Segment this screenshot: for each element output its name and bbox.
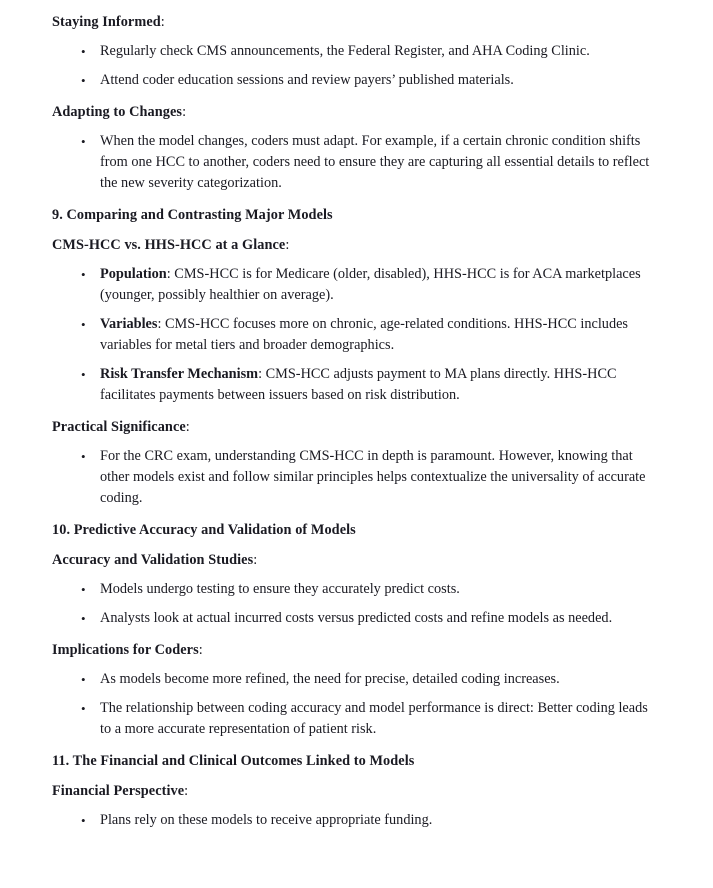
bullet-lead-term: Risk Transfer Mechanism <box>100 366 259 382</box>
sub-heading-colon: : <box>182 104 187 120</box>
bullet-text: The relationship between coding accuracy and model performance is direct: Better coding leads to a more accurate representation of patient risk. <box>100 700 648 737</box>
bullet-text: As models become more refined, the need for precise, detailed coding increases. <box>100 671 560 687</box>
bullet-text: Analysts look at actual incurred costs versus predicted costs and refine models as needed. <box>100 610 613 626</box>
bullet-item <box>52 446 655 509</box>
bullet-item <box>52 41 655 62</box>
bullet-item <box>52 698 655 740</box>
vertical-spacer <box>52 225 655 235</box>
sub-heading <box>52 640 655 660</box>
sub-heading-label: CMS-HCC vs. HHS-HCC at a Glance <box>52 237 286 253</box>
vertical-spacer <box>52 801 655 810</box>
sub-heading <box>52 417 655 437</box>
section-heading: 9. Comparing and Contrasting Major Models <box>52 207 333 223</box>
section-heading: 10. Predictive Accuracy and Validation of Models <box>52 522 356 538</box>
bullet-lead-term: Population <box>100 266 167 282</box>
sub-heading-label: Staying Informed <box>52 14 161 30</box>
bullet-spacer <box>52 356 655 364</box>
bullet-point-icon: • <box>81 582 86 597</box>
bullet-text: Regularly check CMS announcements, the Federal Register, and AHA Coding Clinic. <box>100 43 590 59</box>
document-body <box>52 12 655 831</box>
vertical-spacer <box>52 32 655 41</box>
section-heading: 11. The Financial and Clinical Outcomes Linked to Models <box>52 753 415 769</box>
vertical-spacer <box>52 740 655 751</box>
sub-heading <box>52 550 655 570</box>
sub-heading <box>52 235 655 255</box>
bullet-list <box>52 131 655 194</box>
sub-heading-label: Implications for Coders <box>52 642 199 658</box>
bullet-text: Plans rely on these models to receive appropriate funding. <box>100 812 433 828</box>
bullet-list <box>52 669 655 740</box>
vertical-spacer <box>52 660 655 669</box>
sub-heading-label: Accuracy and Validation Studies <box>52 552 254 568</box>
bullet-text: For the CRC exam, understanding CMS-HCC in depth is paramount. However, knowing that other models exist and follow similar principles helps contextualize the universality of accurate coding. <box>100 448 646 506</box>
vertical-spacer <box>52 91 655 102</box>
bullet-lead-term: Variables <box>100 316 158 332</box>
bullet-item <box>52 579 655 600</box>
bullet-text: When the model changes, coders must adapt. For example, if a certain chronic condition shifts from one HCC to another, coders need to ensure they are capturing all essential details to reflect the new severity categorization. <box>100 133 650 191</box>
bullet-point-icon: • <box>81 367 86 382</box>
bullet-text: Attend coder education sessions and review payers’ published materials. <box>100 72 514 88</box>
bullet-point-icon: • <box>81 611 86 626</box>
bullet-item <box>52 264 655 306</box>
bullet-text: Models undergo testing to ensure they accurately predict costs. <box>100 581 460 597</box>
bullet-list <box>52 264 655 406</box>
bullet-point-icon: • <box>81 317 86 332</box>
bullet-spacer <box>52 62 655 70</box>
sub-heading-label: Adapting to Changes <box>52 104 183 120</box>
bullet-text: : CMS-HCC focuses more on chronic, age-related conditions. HHS-HCC includes variables for metal tiers and broader demographics. <box>100 316 628 353</box>
vertical-spacer <box>52 629 655 640</box>
sub-heading-colon: : <box>285 237 290 253</box>
sub-heading-colon: : <box>253 552 258 568</box>
bullet-spacer <box>52 306 655 314</box>
sub-heading-colon: : <box>184 783 189 799</box>
vertical-spacer <box>52 771 655 781</box>
sub-heading <box>52 12 655 32</box>
vertical-spacer <box>52 570 655 579</box>
bullet-list <box>52 41 655 91</box>
bullet-item <box>52 70 655 91</box>
vertical-spacer <box>52 540 655 550</box>
sub-heading-colon: : <box>185 419 190 435</box>
bullet-point-icon: • <box>81 73 86 88</box>
sub-heading-colon: : <box>160 14 165 30</box>
sub-heading-colon: : <box>198 642 203 658</box>
vertical-spacer <box>52 437 655 446</box>
vertical-spacer <box>52 194 655 205</box>
bullet-point-icon: • <box>81 449 86 464</box>
sub-heading-label: Financial Perspective <box>52 783 185 799</box>
sub-heading <box>52 102 655 122</box>
bullet-point-icon: • <box>81 701 86 716</box>
bullet-spacer <box>52 690 655 698</box>
bullet-text: : CMS-HCC is for Medicare (older, disabled), HHS-HCC is for ACA marketplaces (younger, possibly healthier on average). <box>100 266 641 303</box>
bullet-point-icon: • <box>81 134 86 149</box>
sub-heading-label: Practical Significance <box>52 419 186 435</box>
vertical-spacer <box>52 406 655 417</box>
bullet-item <box>52 131 655 194</box>
bullet-item <box>52 314 655 356</box>
bullet-item <box>52 364 655 406</box>
bullet-spacer <box>52 600 655 608</box>
sub-heading <box>52 781 655 801</box>
bullet-item <box>52 608 655 629</box>
bullet-list <box>52 579 655 629</box>
bullet-item <box>52 669 655 690</box>
bullet-item <box>52 810 655 831</box>
vertical-spacer <box>52 509 655 520</box>
bullet-list <box>52 446 655 509</box>
bullet-point-icon: • <box>81 813 86 828</box>
bullet-text: : CMS-HCC adjusts payment to MA plans directly. HHS-HCC facilitates payments between issuers based on risk distribution. <box>100 366 617 403</box>
bullet-list <box>52 810 655 831</box>
vertical-spacer <box>52 122 655 131</box>
bullet-point-icon: • <box>81 267 86 282</box>
bullet-point-icon: • <box>81 44 86 59</box>
vertical-spacer <box>52 255 655 264</box>
bullet-point-icon: • <box>81 672 86 687</box>
